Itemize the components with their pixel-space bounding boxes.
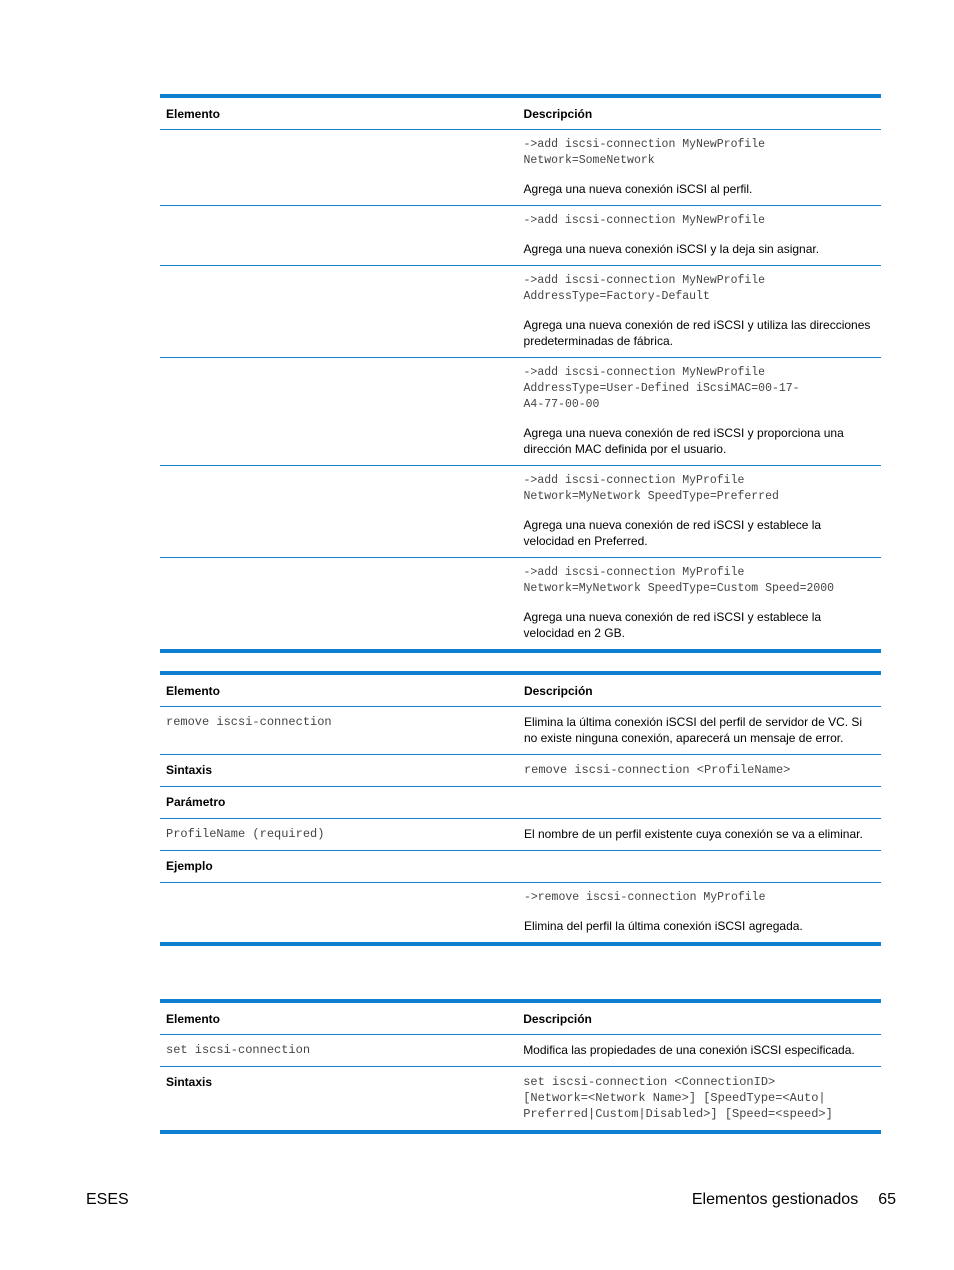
empty-cell <box>160 358 518 466</box>
empty-cell <box>160 466 518 558</box>
empty-cell <box>518 787 881 819</box>
example-code: ->add iscsi-connection MyNewProfile Network=SomeNetwork <box>523 138 766 167</box>
page-number: 65 <box>878 1191 896 1208</box>
example-cell <box>518 130 881 206</box>
syntax-label: Sintaxis <box>166 1075 213 1089</box>
syntax-code: set iscsi-connection <ConnectionID> [Network=<Network Name>] [SpeedType=<Auto| Preferred|Custom|Disabled>] [Speed=<speed>] <box>523 1075 833 1121</box>
example-label: Ejemplo <box>166 859 213 873</box>
example-code: ->remove iscsi-connection MyProfile <box>523 891 766 904</box>
example-cell <box>518 558 881 652</box>
empty-cell <box>518 851 881 883</box>
empty-cell <box>160 206 518 266</box>
footer-right <box>692 1191 896 1209</box>
header-elemento: Elemento <box>166 107 221 121</box>
header-descripcion: Descripción <box>523 684 593 698</box>
example-code: ->add iscsi-connection MyNewProfile AddressType=User-Defined iScsiMAC=00-17- A4-77-00-00 <box>523 366 800 411</box>
command-name: set iscsi-connection <box>166 1043 311 1057</box>
table-row <box>160 707 881 755</box>
table-row <box>160 466 881 558</box>
header-descripcion: Descripción <box>523 107 593 121</box>
example-description: Agrega una nueva conexión de red iSCSI y proporciona una dirección MAC definida por el usuario. <box>523 426 844 456</box>
example-description: Agrega una nueva conexión de red iSCSI y utiliza las direcciones predeterminadas de fábrica. <box>523 318 871 348</box>
table-row <box>160 130 881 206</box>
table-row <box>160 755 881 787</box>
table-row <box>160 266 881 358</box>
example-cell <box>518 466 881 558</box>
header-elemento: Elemento <box>166 1012 221 1026</box>
example-code: ->add iscsi-connection MyProfile Network=MyNetwork SpeedType=Preferred <box>523 474 779 503</box>
table-header-row <box>160 673 881 707</box>
example-code: ->add iscsi-connection MyProfile Network=MyNetwork SpeedType=Custom Speed=2000 <box>523 566 835 595</box>
command-description: Modifica las propiedades de una conexión iSCSI especificada. <box>523 1043 855 1057</box>
example-description: Agrega una nueva conexión de red iSCSI y establece la velocidad en 2 GB. <box>523 610 822 640</box>
remove-iscsi-table <box>160 671 881 946</box>
example-description: Agrega una nueva conexión iSCSI al perfil. <box>523 182 753 196</box>
empty-cell <box>160 558 518 652</box>
header-descripcion: Descripción <box>523 1012 592 1026</box>
example-cell <box>518 206 881 266</box>
table-row <box>160 851 881 883</box>
example-description: Elimina del perfil la última conexión iSCSI agregada. <box>523 919 803 933</box>
command-description: Elimina la última conexión iSCSI del perfil de servidor de VC. Si no existe ninguna conexión, aparecerá un mensaje de error. <box>523 715 863 745</box>
syntax-code: remove iscsi-connection <ProfileName> <box>523 763 791 777</box>
empty-cell <box>160 266 518 358</box>
parameter-description: El nombre de un perfil existente cuya conexión se va a eliminar. <box>523 827 863 841</box>
table-row <box>160 1035 881 1067</box>
examples-table <box>160 94 881 653</box>
table-row <box>160 787 881 819</box>
table-header-row <box>160 96 881 130</box>
table-row <box>160 558 881 652</box>
example-code: ->add iscsi-connection MyNewProfile AddressType=Factory-Default <box>523 274 766 303</box>
command-name: remove iscsi-connection <box>166 715 332 729</box>
parameter-label: Parámetro <box>166 795 226 809</box>
example-cell <box>518 266 881 358</box>
table-row <box>160 1067 881 1133</box>
example-description: Agrega una nueva conexión iSCSI y la deja sin asignar. <box>523 242 820 256</box>
empty-cell <box>160 130 518 206</box>
table-row <box>160 883 881 945</box>
example-code: ->add iscsi-connection MyNewProfile <box>523 214 766 227</box>
set-iscsi-table <box>160 999 881 1134</box>
table-row <box>160 358 881 466</box>
example-cell <box>518 358 881 466</box>
table-row <box>160 819 881 851</box>
header-elemento: Elemento <box>166 684 221 698</box>
example-cell <box>518 883 881 945</box>
footer-locale: ESES <box>86 1191 129 1208</box>
syntax-label: Sintaxis <box>166 763 213 777</box>
parameter-name: ProfileName (required) <box>166 827 325 841</box>
empty-cell <box>160 883 518 945</box>
footer-section-title: Elementos gestionados <box>691 1191 859 1208</box>
example-description: Agrega una nueva conexión de red iSCSI y establece la velocidad en Preferred. <box>523 518 822 548</box>
table-header-row <box>160 1001 881 1035</box>
table-row <box>160 206 881 266</box>
